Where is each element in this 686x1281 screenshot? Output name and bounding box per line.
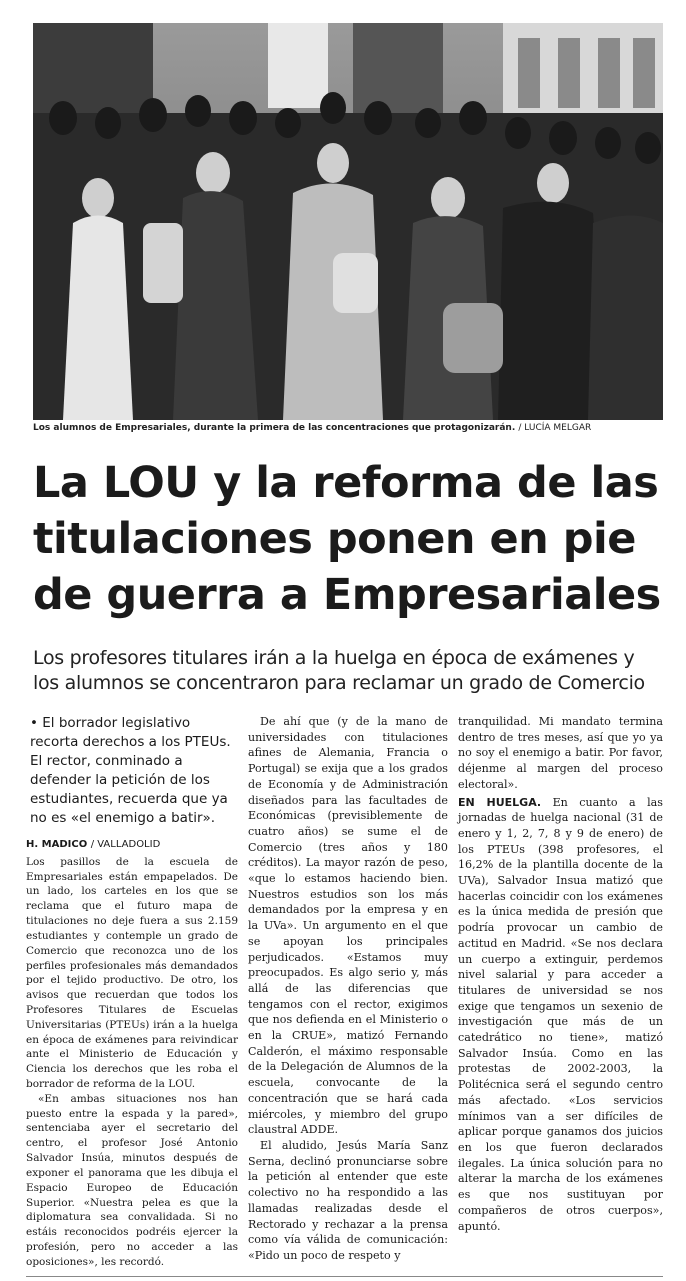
crowd-photo-illustration: [33, 23, 663, 420]
article-column-2: [248, 714, 448, 1264]
section-heading-en-huelga: EN HUELGA.: [458, 795, 542, 809]
headline-line-3: de guerra a Empresariales: [33, 570, 661, 620]
article-paragraph-5: [458, 795, 663, 1235]
article-column-3: [458, 714, 663, 1234]
article-paragraph-4: El aludido, Jesús María Sanz Serna, declinó pronunciarse sobre la petición al entender que este colectivo no ha respondido a las llamadas realizadas desde el Rectorado y rechazar a la prensa como vía válida de comunicación: «Pido un poco de respeto y: [248, 1138, 448, 1262]
byline-location: / VALLADOLID: [90, 839, 161, 850]
bottom-rule: [26, 1276, 663, 1277]
article-paragraph-2: «En ambas situaciones nos han puesto entre la espada y la pared», sentenciaba ayer el secretario del centro, el profesor José Antonio Salvador Insúa, minutos después de exponer el panorama que les dibuja el Espacio Europeo de Educación Superior. «Nuestra pelea es que la diplomatura sea convalidada. Si no estáis reconocidos podréis ejercer la profesión, pero no acceder a las oposiciones», les recordó.: [26, 1092, 238, 1268]
headline-line-1: La LOU y la reforma de las: [33, 458, 659, 508]
subheadline: [33, 646, 683, 696]
subheadline-line-2: los alumnos se concentraron para reclamar un grado de Comercio: [33, 672, 645, 694]
article-paragraph-4-continued: tranquilidad. Mi mandato termina dentro de tres meses, así que yo ya no soy el enemigo a batir. Por favor, déjenme al margen del proceso electoral».: [458, 715, 663, 791]
caption-text: Los alumnos de Empresariales, durante la primera de las concentraciones que protagonizarán.: [33, 423, 516, 433]
article-paragraph-5-text: En cuanto a las jornadas de huelga nacional (31 de enero y 1, 2, 7, 8 y 9 de enero) de los PTEUs (398 profesores, el 16,2% de la plantilla docente de la UVa), Salvador Insua matizó que hacerlas coincidir con los exámenes es la única medida de presión que podría provocar un cambio de actitud en Madrid. «Se nos declara un cuerpo a extinguir, perdemos nivel salarial y para acceder a titulares de universidad se nos exige que tengamos un sexenio de investigación que más de un catedrático no tiene», matizó Salvador Insúa. Como en las protestas de 2002-2003, la Politécnica será el segundo centro más afectado. «Los servicios mínimos van a ser difíciles de aplicar porque ganamos dos juicios en los que fueron declarados ilegales. La única solución para no alterar la marcha de los exámenes es que nos sustituyan por compañeros de otros cuerpos», apuntó.: [458, 795, 663, 1233]
byline-author: H. MADICO: [26, 839, 88, 850]
article-paragraph-3: De ahí que (y de la mano de universidades con titulaciones afines de Alemania, Francia o Portugal) se exija que a los grados de Economía y de Administración diseñados para las facultades de Económicas (previsiblemente de cuatro años) se sume el de Comercio (tres años y 180 créditos). La mayor razón de peso, «que lo estamos haciendo bien. Nuestros estudios son los más demandados por la empresa y en la UVa». Un argumento en el que se apoyan los principales perjudicados. «Estamos muy preocupados. Es algo serio y, más allá de las diferencias que tengamos con el rector, exigimos que nos defienda en el Ministerio o en la CRUE», matizó Fernando Calderón, el máximo responsable de la Delegación de Alumnos de la escuela, convocante de la concentración que se hará cada miércoles, y miembro del grupo claustral ADDE.: [248, 715, 448, 1137]
subheadline-line-1: Los profesores titulares irán a la huelga en época de exámenes y: [33, 647, 635, 669]
news-photo: [33, 23, 663, 420]
byline: [26, 838, 238, 853]
photo-caption: [33, 423, 673, 433]
article-column-1: [26, 714, 238, 1270]
photo-credit: / LUCÍA MELGAR: [518, 423, 592, 433]
headline: [33, 455, 683, 623]
headline-line-2: titulaciones ponen en pie: [33, 514, 636, 564]
article-paragraph-1: Los pasillos de la escuela de Empresariales están empapelados. De un lado, los carteles en los que se reclama que el futuro mapa de titulaciones no deje fuera a sus 2.159 estudiantes y contemple un grado de Comercio que reconozca uno de los perfiles profesionales más demandados por el tejido productivo. De otro, los avisos que recuerdan que todos los Profesores Titulares de Escuelas Universitarias (PTEUs) irán a la huelga en época de exámenes para reivindicar ante el Ministerio de Educación y Ciencia los derechos que les roba el borrador de reforma de la LOU.: [26, 855, 238, 1090]
lead-summary: • El borrador legislativo recorta derechos a los PTEUs. El rector, conminado a defender la petición de los estudiantes, recuerda que ya no es «el enemigo a batir».: [30, 715, 231, 826]
